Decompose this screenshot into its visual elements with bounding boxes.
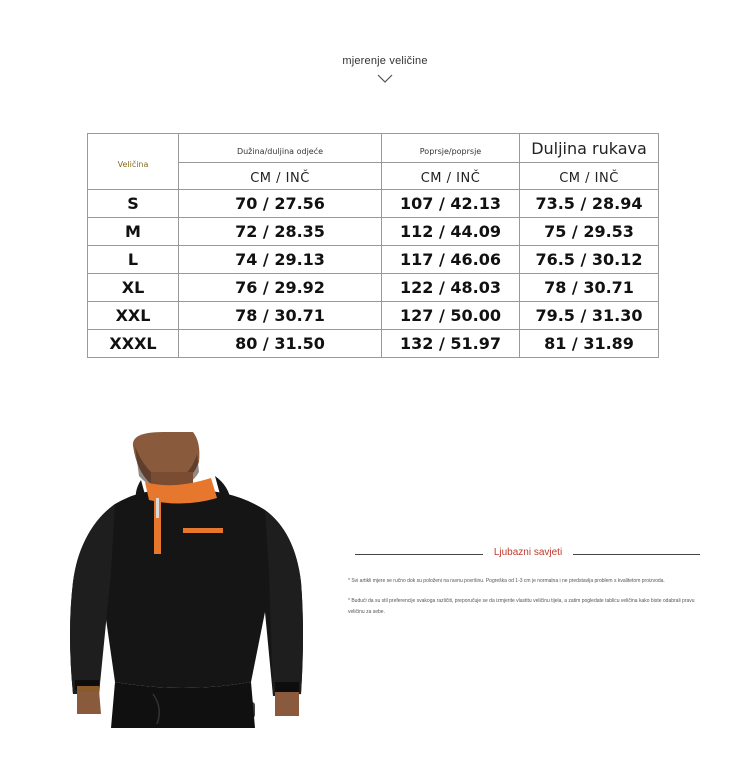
size-chart-table	[87, 133, 659, 358]
size-label: Veličina	[117, 160, 149, 169]
table-row	[88, 330, 659, 358]
size-cell: L	[88, 246, 179, 274]
divider	[573, 554, 700, 555]
chest-cell: 112 / 44.09	[382, 218, 520, 246]
length-header	[179, 134, 382, 163]
sleeve-header-label: Duljina rukava	[531, 138, 647, 158]
table-row	[88, 274, 659, 302]
unit-label: CM / INČ	[420, 170, 481, 186]
length-cell: 70 / 27.56	[179, 190, 382, 218]
chest-header	[382, 134, 520, 163]
chest-cell: 107 / 42.13	[382, 190, 520, 218]
size-cell: S	[88, 190, 179, 218]
sleeve-cell: 73.5 / 28.94	[520, 190, 659, 218]
table-row	[88, 190, 659, 218]
size-column-header	[88, 134, 179, 190]
length-cell: 74 / 29.13	[179, 246, 382, 274]
bracelet	[77, 686, 99, 692]
tip-text: * Budući da su stil preferencije svakoga različiti, preporučuje se da izmjerite vlastitu veličinu tijela, a zatim pogledate tablicu veličina kako biste odabrali pravu veličinu za sebe.	[348, 598, 695, 615]
divider	[355, 554, 483, 555]
pocket-trim	[183, 528, 223, 533]
chest-cell: 122 / 48.03	[382, 274, 520, 302]
unit-label: CM / INČ	[250, 170, 310, 186]
table-row	[88, 246, 659, 274]
product-photo	[33, 432, 333, 728]
page-title: mjerenje veličine	[342, 55, 428, 67]
size-cell: XXXL	[88, 330, 179, 358]
sleeve-cell: 76.5 / 30.12	[520, 246, 659, 274]
table-row	[88, 302, 659, 330]
length-cell: 76 / 29.92	[179, 274, 382, 302]
unit-label: CM / INČ	[559, 170, 619, 186]
sleeve-header	[520, 134, 659, 163]
table-row	[88, 218, 659, 246]
tips-heading	[355, 546, 700, 562]
chest-cell: 132 / 51.97	[382, 330, 520, 358]
length-cell: 72 / 28.35	[179, 218, 382, 246]
sleeve-cell: 81 / 31.89	[520, 330, 659, 358]
chest-cell: 117 / 46.06	[382, 246, 520, 274]
chevron-down-icon	[377, 74, 393, 84]
tip-text: * Svi artikli mjere se ručno dok su položeni na ravnu površinu. Pogreška od 1-3 cm je normalna i ne predstavlja problem s kvalitetom proizvoda.	[348, 578, 665, 584]
chest-cell: 127 / 50.00	[382, 302, 520, 330]
size-cell: M	[88, 218, 179, 246]
chest-header-label: Poprsje/poprsje	[419, 146, 482, 156]
sleeve-cell: 79.5 / 31.30	[520, 302, 659, 330]
size-cell: XL	[88, 274, 179, 302]
sleeve-cell: 78 / 30.71	[520, 274, 659, 302]
size-cell: XXL	[88, 302, 179, 330]
sleeve-cell: 75 / 29.53	[520, 218, 659, 246]
length-cell: 80 / 31.50	[179, 330, 382, 358]
tips-title: Ljubazni savjeti	[493, 547, 563, 558]
table-header-row	[88, 134, 659, 163]
length-header-label: Dužina/duljina odjeće	[236, 146, 324, 156]
length-cell: 78 / 30.71	[179, 302, 382, 330]
